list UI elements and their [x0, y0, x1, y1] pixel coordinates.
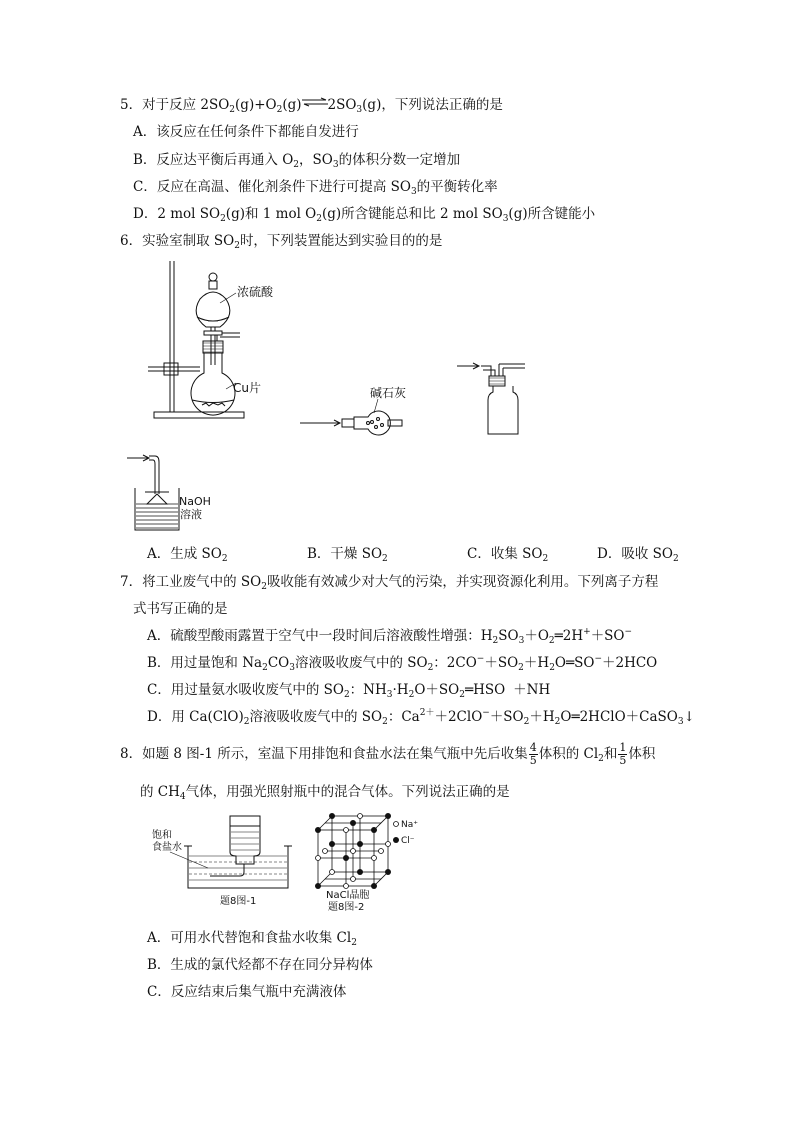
q6-option-c: C．收集 $SO_2$: [467, 546, 549, 564]
q6-stem: 6．实验室制取 $SO_2$时，下列装置能达到实验目的的是: [120, 233, 443, 251]
label-conc-sulfuric-acid: 浓硫酸: [237, 285, 274, 299]
label-saturated: 饱和: [152, 830, 172, 841]
fig8-2-caption: 题8图-2: [328, 902, 365, 913]
fraction-one-fifth: $\frac{1}{5}$: [619, 741, 627, 767]
legend-na-marker: [394, 822, 399, 827]
legend-cl: Cl⁻: [401, 836, 415, 846]
equilibrium-arrow-icon: [302, 93, 328, 111]
figure-8-1-gas-collection: [150, 812, 300, 907]
apparatus-a-generator: [140, 255, 280, 430]
q8-option-b: B．生成的氯代烃都不存在同分异构体: [147, 957, 373, 973]
fig8-2-name: NaCl晶胞: [326, 890, 370, 901]
figure-8-2-nacl-cell: [312, 812, 422, 912]
fig8-1-caption: 题8图-1: [220, 896, 257, 907]
label-naoh: NaOH: [179, 495, 211, 508]
q5-stem: 5．对于反应 $2SO_2(g)+O_2(g)$ $2SO_3(g)$，下列说法正确的是: [120, 96, 503, 114]
legend-na: Na⁺: [401, 820, 418, 830]
apparatus-b-drying-tube: [298, 385, 418, 435]
label-cu-pieces: Cu片: [233, 381, 261, 395]
label-brine: 食盐水: [152, 842, 182, 853]
fraction-four-fifths: $\frac{4}{5}$: [529, 741, 537, 767]
q5-option-d: D．2 mol $SO_2(g)$和 1 mol $O_2(g)$所含键能总和比 2 mol $SO_3(g)$所含键能小: [133, 206, 596, 224]
apparatus-c-gas-bottle: [455, 360, 535, 440]
q7-stem-line2: 式书写正确的是: [133, 601, 228, 617]
q6-option-d: D．吸收 $SO_2$: [597, 546, 679, 564]
q7-stem-line1: 7．将工业废气中的 $SO_2$吸收能有效减少对大气的污染，并实现资源化利用。下列离子方程: [120, 574, 659, 592]
q8-stem-line1: 8．如题 8 图-1 所示，室温下用排饱和食盐水法在集气瓶中先后收集 $\frac{4}{5}$ 体积的 $Cl_2$和 $\frac{1}{5}$ 体积: [120, 741, 656, 767]
q6-option-b: B．干燥 $SO_2$: [307, 546, 388, 564]
q7-option-a: A．硫酸型酸雨露置于空气中一段时间后溶液酸性增强：$H_2SO_3+O_2═2H^++SO^-$: [147, 627, 633, 646]
label-solution: 溶液: [180, 508, 202, 521]
q7-option-c: C．用过量氨水吸收废气中的 $SO_2$：$NH_3\cdot H_2O+SO_2═HSO +NH$: [147, 682, 551, 700]
q7-option-b: B．用过量饱和 $Na_2CO_3$溶液吸收废气中的 $SO_2$：$2CO^-+SO_2+H_2O═SO^-+2HCO$: [147, 654, 658, 673]
q8-option-c: C．反应结束后集气瓶中充满液体: [147, 984, 347, 1000]
q6-option-a: A．生成 $SO_2$: [147, 546, 228, 564]
label-soda-lime: 碱石灰: [370, 386, 407, 400]
apparatus-d-beaker: [125, 452, 225, 537]
legend-cl-marker: [393, 837, 399, 843]
q7-option-d: D．用 $Ca(ClO)_2$溶液吸收废气中的 $SO_2$：$Ca^{2+}+2ClO^-+SO_2+H_2O═2HClO+CaSO_3↓$: [147, 708, 695, 727]
q8-option-a: A．可用水代替饱和食盐水收集 $Cl_2$: [147, 930, 357, 948]
q5-option-b: B．反应达平衡后再通入 $O_2$，$SO_3$的体积分数一定增加: [133, 152, 461, 170]
q5-option-a: A．该反应在任何条件下都能自发进行: [133, 124, 359, 140]
q5-option-c: C．反应在高温、催化剂条件下进行可提高 $SO_3$的平衡转化率: [133, 179, 498, 197]
q8-stem-line2: 的 $CH_4$气体，用强光照射瓶中的混合气体。下列说法正确的是: [140, 784, 510, 802]
